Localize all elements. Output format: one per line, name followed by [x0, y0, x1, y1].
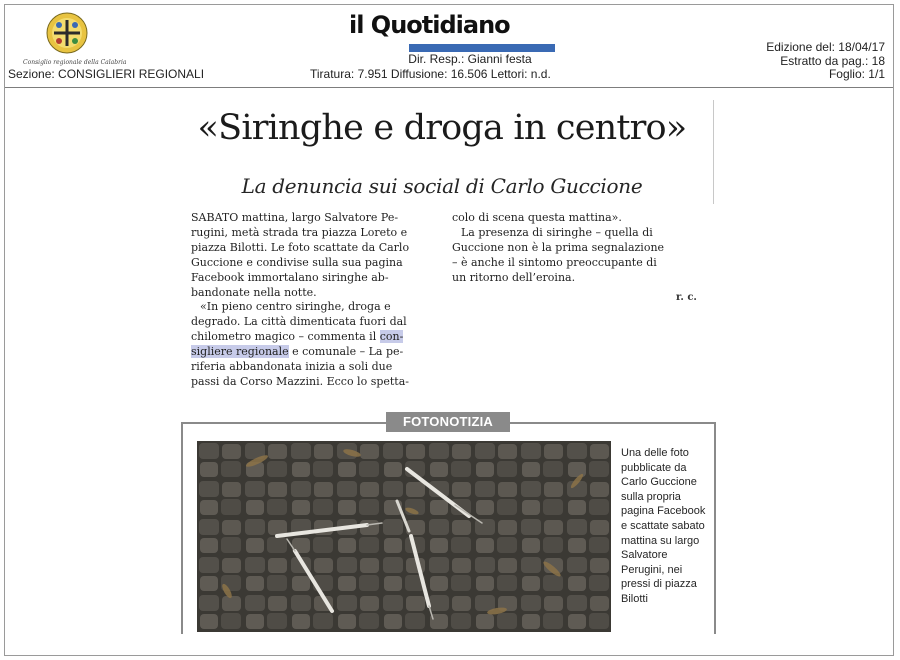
text-line [191, 345, 443, 360]
subheadline: La denuncia sui social di Carlo Guccione [241, 174, 643, 198]
text-line: degrado. La città dimenticata fuori dal [191, 315, 407, 329]
photo-caption: Una delle foto pubblicate da Carlo Guccione sulla propria pagina Facebook e scattate sabato mattina su largo Salvatore Perugini, nei pressi di piazza Bilotti [621, 447, 706, 605]
masthead-name: il Quotidiano [349, 11, 510, 39]
text-line: Facebook immortalano siringhe ab- [191, 270, 389, 284]
headline: «Siringhe e droga in centro» [197, 108, 687, 148]
photo-news-label: FOTONOTIZIA [386, 412, 510, 432]
text-line [191, 330, 443, 345]
sheet-count: Foglio: 1/1 [828, 67, 885, 81]
text-line: piazza Bilotti. Le foto scattate da Carlo [191, 240, 410, 254]
text-line: – è anche il sintomo preoccupante di [452, 255, 657, 269]
syringes-photo [197, 441, 611, 632]
text-segment: chilometro magico – commenta il [191, 330, 377, 344]
text-line: colo di scena questa mattina». [452, 211, 622, 224]
title-divider [713, 100, 714, 204]
highlighted-text: con- [379, 330, 404, 344]
text-segment: e comunale – La pe- [292, 345, 404, 359]
edition-date: Edizione del: 18/04/17 [766, 40, 885, 54]
author-signature: r. c. [676, 292, 697, 303]
text-line: «In pieno centro siringhe, droga e [200, 300, 391, 314]
extract-page: Estratto da pag.: 18 [780, 53, 885, 68]
circulation-line: Tiratura: 7.951 Diffusione: 16.506 Lettori: n.d. [310, 67, 551, 81]
text-line: un ritorno dell’eroina. [452, 270, 576, 284]
text-line: SABATO mattina, largo Salvatore Pe- [191, 211, 399, 224]
text-line: Guccione non è la prima segnalazione [452, 240, 665, 254]
highlighted-text: sigliere regionale [191, 345, 289, 359]
text-line: bandonate nella notte. [191, 285, 317, 299]
text-line: rugini, metà strada tra piazza Loreto e [191, 225, 408, 239]
text-line: riferia abbandonata inizia a soli due [191, 360, 393, 374]
section-label: Sezione: CONSIGLIERI REGIONALI [8, 67, 205, 81]
text-line: passi da Corso Mazzini. Ecco lo spetta- [191, 374, 410, 388]
text-line: Guccione e condivise sulla sua pagina [191, 255, 403, 269]
seal-caption: Consiglio regionale della Calabria [23, 59, 127, 66]
article-column-2 [452, 211, 704, 286]
article-column-1 [191, 211, 443, 390]
text-line: La presenza di siringhe – quella di [461, 225, 653, 239]
director-line: Dir. Resp.: Gianni festa [408, 52, 532, 66]
